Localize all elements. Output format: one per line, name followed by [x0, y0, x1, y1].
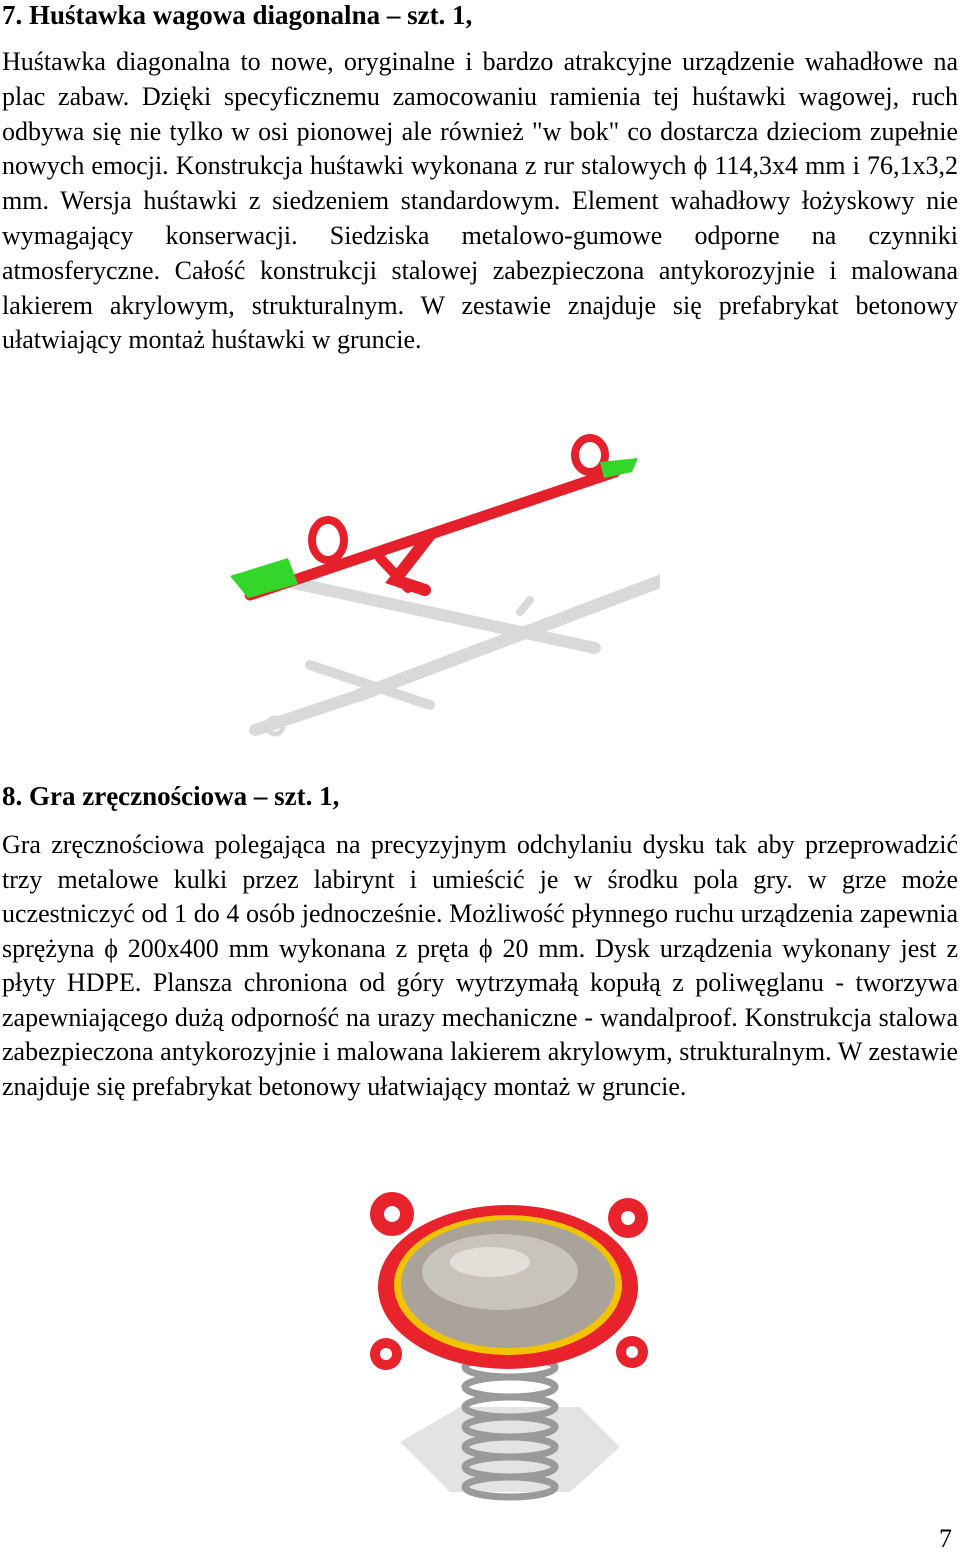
page-number: 7 — [939, 1524, 952, 1553]
skill-game-drawing — [370, 1192, 650, 1517]
section-8-description: Gra zręcznościowa polegająca na precyzyjnym odchylaniu dysku tak aby przeprowadzić trzy metalowe kulki przez labirynt i umieścić je w środku pola gry. w grze może uczestniczyć od 1 do 4 osób jednocześnie. Możliwość płynnego ruchu urządzenia zapewnia sprężyna ϕ 200x400 mm wykonana z pręta ϕ 20 mm. Dysk urządzenia wykonany jest z płyty HDPE. Plansza chroniona od góry wytrzymałą kopułą z poliwęglanu - tworzywa zapewniającego dużą odporność na urazy mechaniczne - wandalproof. Konstrukcja stalowa zabezpieczona antykorozyjnie i malowana lakierem akrylowym, strukturalnym. W zestawie znajduje się prefabrykat betonowy ułatwiający montaż w gruncie. — [2, 830, 958, 1101]
section-8-heading: 8. Gra zręcznościowa – szt. 1, — [2, 781, 340, 811]
skill-game-illustration — [370, 1192, 650, 1517]
seesaw-seat-left — [230, 558, 298, 598]
seesaw-drawing — [220, 430, 660, 750]
section-7-heading: 7. Huśtawka wagowa diagonalna – szt. 1, — [2, 0, 473, 30]
diagonal-seesaw-illustration — [220, 430, 660, 750]
seesaw-base — [255, 570, 660, 734]
section-7-description: Huśtawka diagonalna to nowe, oryginalne i bardzo atrakcyjne urządzenie wahadłowe na plac zabaw. Dzięki specyficznemu zamocowaniu ramienia tej huśtawki wagowej, ruch odbywa się nie tylko w osi pionowej ale również "w bok" co dostarcza dzieciom zupełnie nowych emocji. Konstrukcja huśtawki wykonana z rur stalowych ϕ 114,3x4 mm i 76,1x3,2 mm. Wersja huśtawki z siedzeniem standardowym. Element wahadłowy łożyskowy nie wymagający konserwacji. Siedziska metalowo-gumowe odporne na czynniki atmosferyczne. Całość konstrukcji stalowej zabezpieczona antykorozyjnie i malowana lakierem akrylowym, strukturalnym. W zestawie znajduje się prefabrykat betonowy ułatwiający montaż huśtawki w gruncie. — [2, 47, 958, 355]
seesaw-beam — [250, 438, 615, 595]
